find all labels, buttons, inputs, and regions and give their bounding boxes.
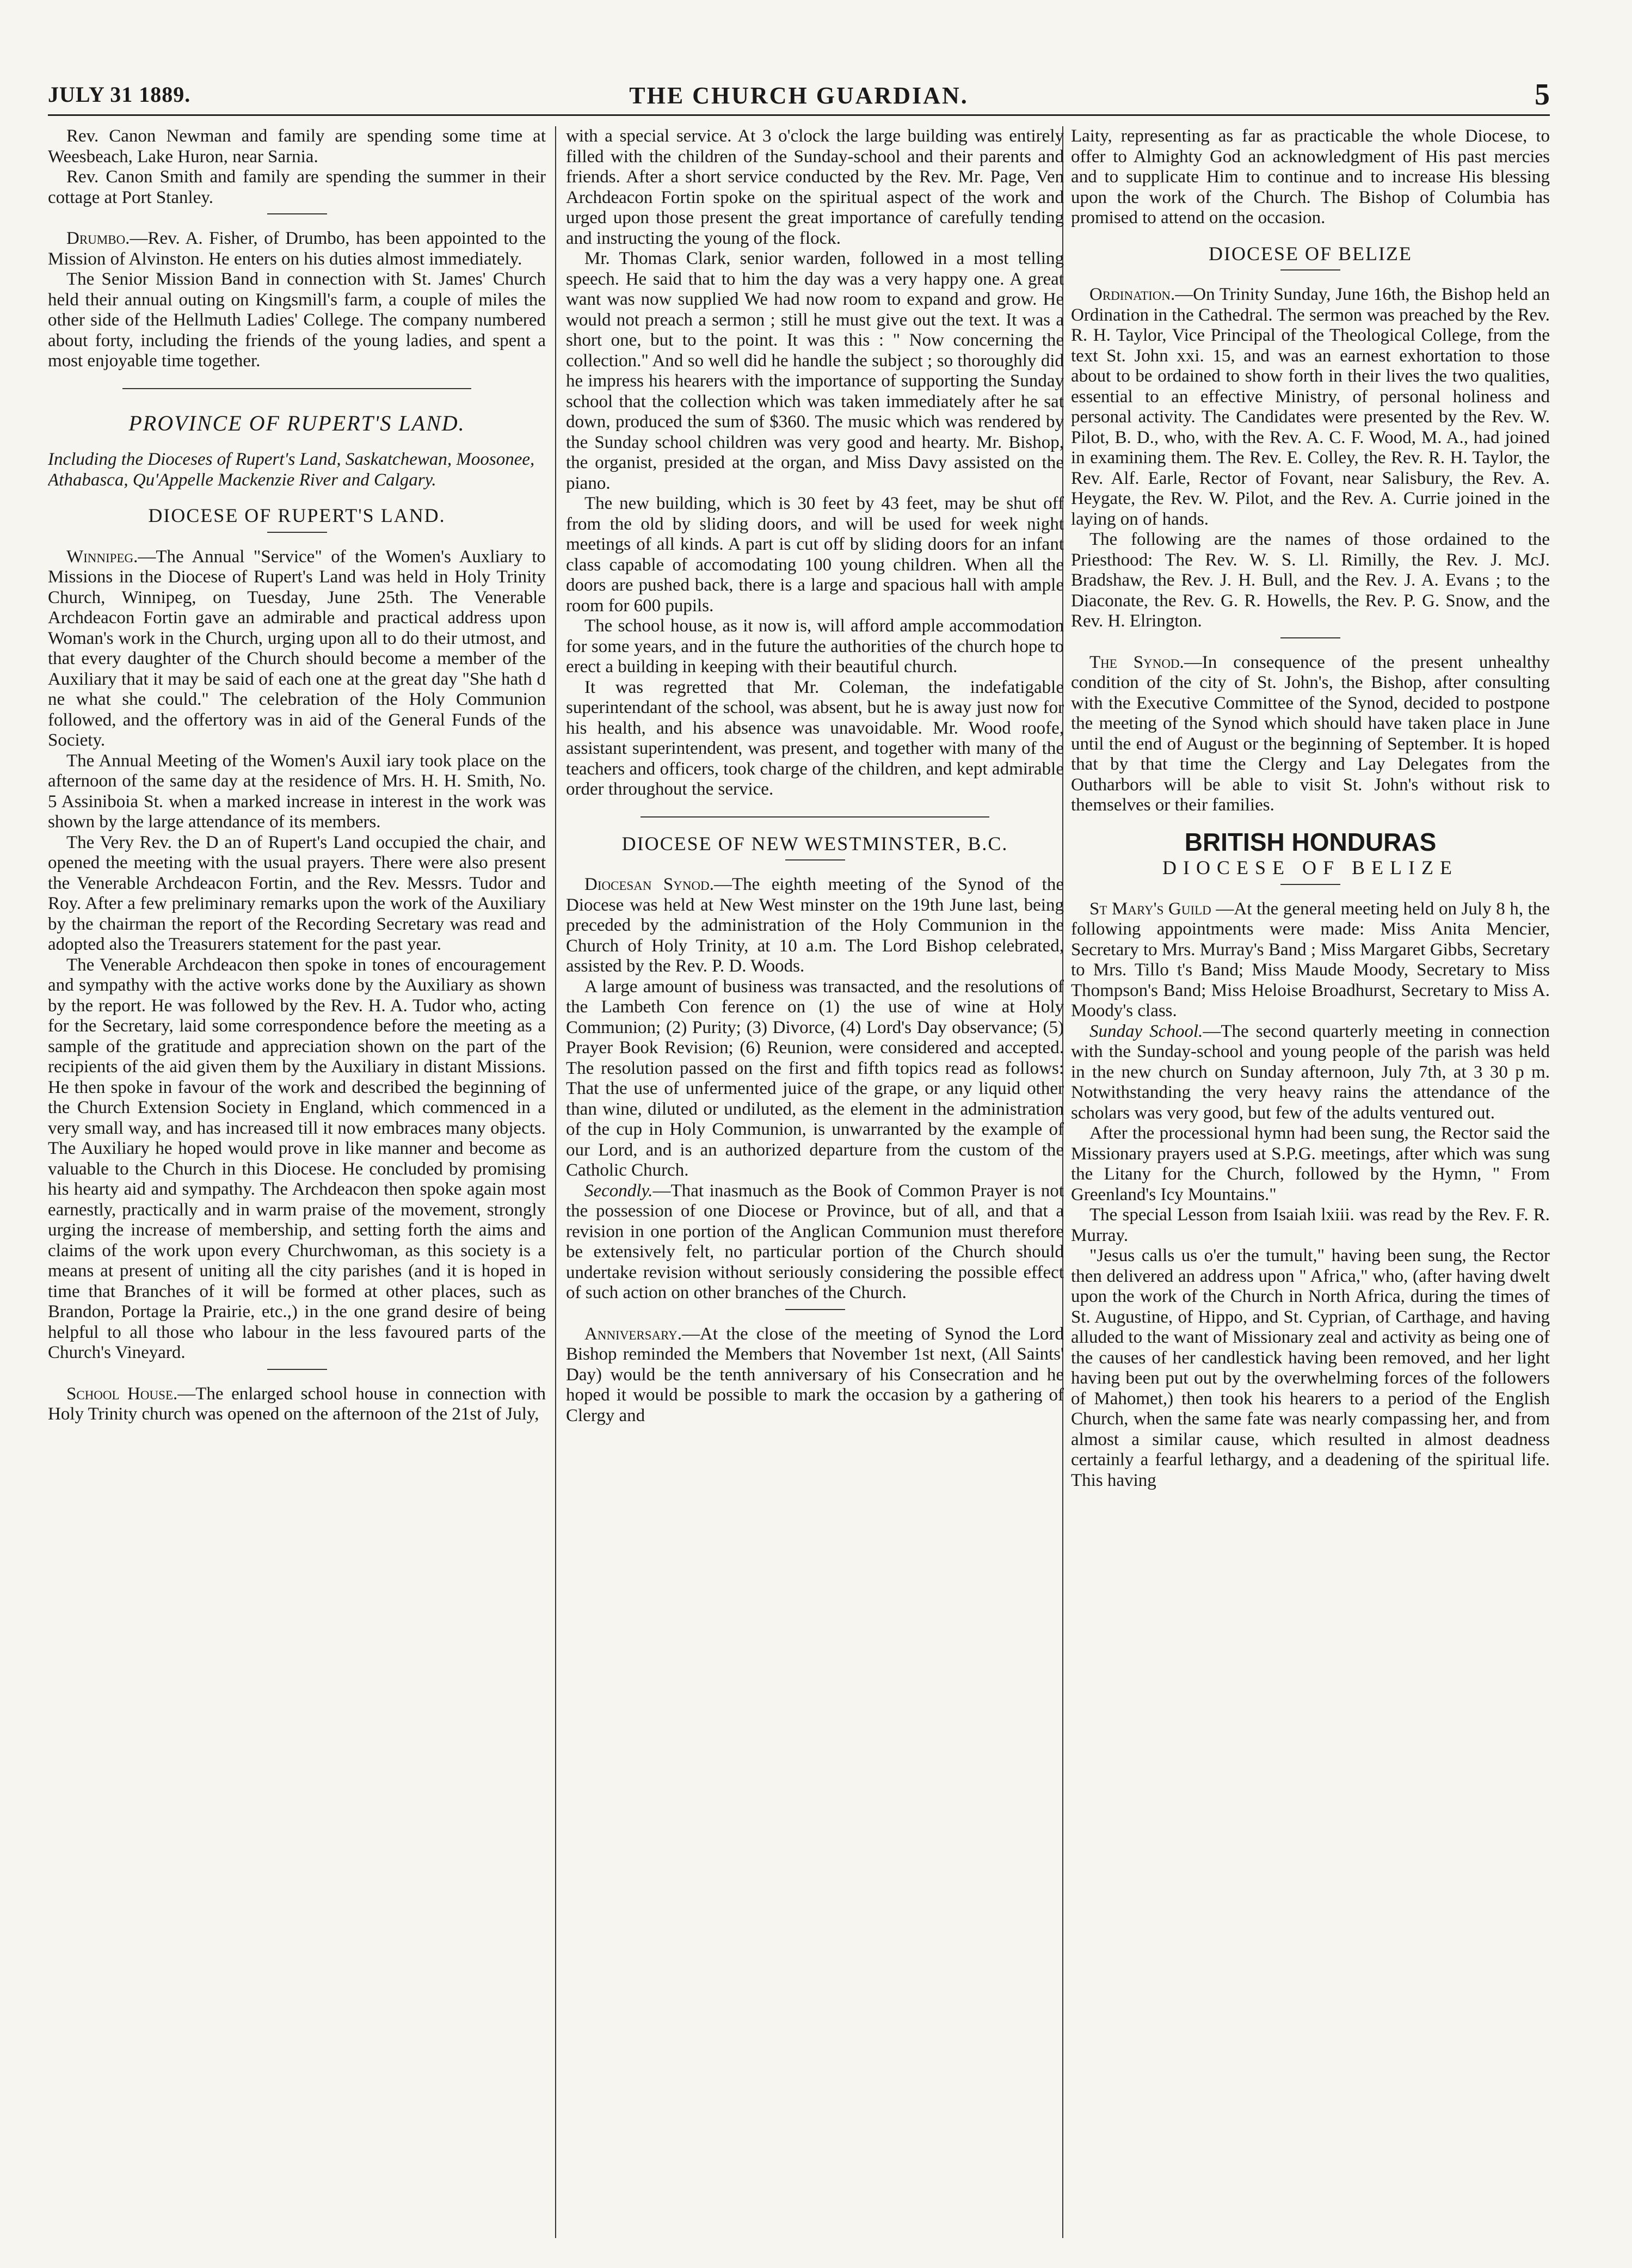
section-subtitle: Including the Dioceses of Rupert's Land, Saskatchewan, Moosonee, Athabasca, Qu'Appelle Mackenzie River and Calgary. [48,450,535,490]
article-paragraph [566,875,1064,977]
lead-in: Secondly. [584,1181,653,1201]
article-paragraph: with a special service. At 3 o'clock the large building was entirely filled with the children of the Sunday-school and their parents and friends. After a short service conducted by the Rev. Mr. Page, Ven Archdeacon Fortin spoke on the spiritual aspect of the work and urged upon those present the great importance of carefully tending and instructing the young of the flock. [566,126,1064,248]
column-2 [566,126,1064,2238]
separator-rule [267,1369,327,1370]
region-heading: BRITISH HONDURAS [1184,827,1437,856]
column-divider [555,126,556,2238]
lead-in: Diocesan Synod. [584,875,714,894]
lead-in: Ordination. [1089,285,1175,304]
article-paragraph [566,1181,1064,1304]
diocese-heading: DIOCESE OF BELIZE [1209,242,1412,265]
paragraph-text: —At the close of the meeting of Synod the Lord Bishop reminded the Members that November 1st next, (All Saints' Day) would be the tenth anniversary of his Consecration and he hoped it would be possible to mark the occasion by a gathering of Clergy and [566,1324,1064,1425]
lead-in: The Synod. [1089,652,1184,672]
article-paragraph [48,1384,546,1425]
article-paragraph: The Senior Mission Band in connection with St. James' Church held their annual outing on Kingsmill's farm, a couple of miles the other side of the Hellmuth Ladies' College. The company numbered about forty, including the friends of the young ladies, and spent a most enjoyable time together. [48,269,546,371]
page-header [48,78,1550,116]
article-paragraph: Mr. Thomas Clark, senior warden, followed in a most telling speech. He said that to him the day was a very happy one. A great want was now supplied We had now room to expand and grow. He would not preach a sermon ; still he must give out the text. It was a short one, but to the point. It was this : " Now concerning the collection." And so well did he handle the subject ; so thoroughly did he impress his hearers with the importance of supporting the Sunday school that the collection which was taken immediately after he sat down, produced the sum of $360. The music which was rendered by the Sunday school children was very good and hearty. Mr. Bishop, the organist, presided at the organ, and Miss Davy assisted on the piano. [566,249,1064,493]
column-3 [1071,126,1550,2238]
separator-rule [122,388,471,389]
article-paragraph: The Venerable Archdeacon then spoke in tones of encouragement and sympathy with the active works done by the Auxiliary as shown by the report. He was followed by the Rev. H. A. Tudor who, acting for the Secretary, laid some correspondence before the meeting as a sample of the gratitude and appreciation shown on the part of the recipients of the aid given them by the Auxiliary in distant Missions. He then spoke in favour of the work and described the beginning of the Church Extension Society in England, which commenced in a very small way, and has increased till it now embraces many objects. The Auxiliary he hoped would prove in like manner and become as valuable to the Church in this Diocese. He concluded by promising his hearty aid and sympathy. The Archdeacon then spoke again most earnestly, practically and in warm praise of the movement, strongly urging the increase of membership, and setting forth the aims and claims of the work upon every Churchwoman, as this society is a means at present of uniting all the city parishes (and it is hoped in time that Branches of it will be formed at other places, such as Brandon, Portage la Prairie, etc.,) in the one grand desire of being helpful to all those who labour in the less favoured parts of the Church's Vineyard. [48,955,546,1362]
article-paragraph: Rev. Canon Smith and family are spending the summer in their cottage at Port Stanley. [48,167,546,207]
article-paragraph: A large amount of business was transacted, and the resolutions of the Lambeth Con ference on (1) the use of wine at Holy Communion; (2) Purity; (3) Divorce, (4) Lord's Day observance; (5) Prayer Book Revision; (6) Reunion, were considered and accepted. The resolution passed on the first and fifth topics read as follows: That the use of unfermented juice of the grape, or any liquid other than wine, diluted or undiluted, as the element in the administration of the cup in Holy Communion, is unwarranted by the example of our Lord, and is an authorized departure from the custom of the Catholic Church. [566,976,1064,1180]
lead-in: Drumbo. [66,229,130,248]
article-paragraph: The special Lesson from Isaiah lxiii. was read by the Rev. F. R. Murray. [1071,1205,1550,1245]
page-number: 5 [1535,78,1550,112]
article-paragraph: The new building, which is 30 feet by 43 feet, may be shut off from the old by sliding doors, and will be used for week night meetings of all kinds. A part is cut off by sliding doors for an infant class capable of accomodating 100 young children. When all the doors are pushed back, there is a large and spacious hall with ample room for 600 pupils. [566,494,1064,616]
separator-rule [1280,269,1340,271]
masthead-title: THE CHURCH GUARDIAN. [629,82,969,109]
article-paragraph: After the processional hymn had been sung, the Rector said the Missionary prayers used at S.P.G. meetings, after which was sung the Litany for the Church, followed by the Hymn, " From Greenland's Icy Mountains." [1071,1123,1550,1204]
paragraph-text: —At the general meeting held on July 8 h, the following appointments were made: Miss Anita Mencier, Secretary to Mrs. Murray's Band ; Miss Margaret Gibbs, Secretary to Mrs. Tillo t's Band; Miss Maude Moody, Secretary to Miss Thompson's Band; Miss Heloise Broadhurst, Secretary to Miss A. Moody's class. [1071,899,1550,1021]
article-paragraph [1071,899,1550,1022]
article-paragraph [1071,1022,1550,1124]
separator-rule [785,859,845,861]
article-paragraph: It was regretted that Mr. Coleman, the indefatigable superintendant of the school, was absent, but he is away just now for his health, and his absence was unavoidable. Mr. Wood roofe, assistant superintendent, was present, and together with many of the teachers and officers, took charge of the children, and kept admirable order throughout the service. [566,677,1064,799]
paragraph-text: —Rev. A. Fisher, of Drumbo, has been appointed to the Mission of Alvinston. He enters on his duties almost immediately. [48,229,546,269]
separator-rule [267,532,327,533]
separator-rule [785,1309,845,1310]
diocese-heading: DIOCESE OF RUPERT'S LAND. [148,505,446,526]
column-1 [48,126,546,2238]
lead-in: Winnipeg. [66,546,138,567]
lead-in: Sunday School. [1089,1021,1203,1041]
article-paragraph: The following are the names of those ordained to the Priesthood: The Rev. W. S. Ll. Rimilly, the Rev. J. McJ. Bradshaw, the Rev. J. H. Bull, and the Rev. J. A. Evans ; to the Diaconate, the Rev. G. R. Howells, the Rev. P. G. Snow, and the Rev. H. Elrington. [1071,530,1550,631]
article-paragraph: Laity, representing as far as practicable the whole Diocese, to offer to Almighty God an acknowledgment of His past mercies and to supplicate Him to continue and to increase His blessing upon the work of the Church. The Bishop of Columbia has promised to attend on the occasion. [1071,126,1550,228]
article-paragraph [1071,285,1550,530]
article-paragraph: Rev. Canon Newman and family are spending some time at Weesbeach, Lake Huron, near Sarnia. [48,126,546,167]
paragraph-text: —The eighth meeting of the Synod of the Diocese was held at New West minster on the 19th June last, being preceded by the administration of the Holy Communion in the Church of Holy Trinity, at 10 a.m. The Lord Bishop celebrated, assisted by the Rev. P. D. Woods. [566,875,1064,976]
diocese-heading: DIOCESE OF NEW WESTMINSTER, B.C. [621,832,1008,855]
separator-rule [1280,637,1340,638]
section-title: PROVINCE OF RUPERT'S LAND. [128,410,465,435]
paragraph-text: —On Trinity Sunday, June 16th, the Bishop held an Ordination in the Cathedral. The sermon was preached by the Rev. R. H. Taylor, Vice Principal of the Theological College, from the text St. John xxi. 15, and was an earnest exhortation to those about to be ordained to show forth in their lives the two qualities, essential to an effective Ministry, of personal holiness and personal activity. The Candidates were presented by the Rev. W. Pilot, B. D., who, with the Rev. A. C. F. Wood, M. A., had joined in examining them. The Rev. E. Colley, the Rev. R. H. Taylor, the Rev. Alf. Earle, Rector of Fovant, near Salisbury, the Rev. A. Heygate, the Rev. W. Pilot, and the Rev. A. Currie joined in the laying on of hands. [1071,285,1550,529]
separator-rule [267,213,327,214]
article-paragraph: The Very Rev. the D an of Rupert's Land occupied the chair, and opened the meeting with the usual prayers. There were also present the Venerable Archdeacon Fortin, and the Rev. Messrs. Tudor and Roy. After a few preliminary remarks upon the work of the Auxiliary by the chairman the report of the Recording Secretary was read and adopted also the Treasurers statement for the past year. [48,832,546,954]
paragraph-text: —The second quarterly meeting in connection with the Sunday-school and young people of the parish was held in the new church on Sunday afternoon, July 7th, at 3 30 p m. Notwithstanding the very heavy rains the attendance of the scholars was very good, but few of the adults ventured out. [1071,1021,1550,1123]
paragraph-text: —The enlarged school house in connection with Holy Trinity church was opened on the afternoon of the 21st of July, [48,1384,546,1424]
paragraph-text: —The Annual "Service" of the Women's Auxliary to Missions in the Diocese of Rupert's Land was held in Holy Trinity Church, Winnipeg, on Tuesday, June 25th. The Venerable Archdeacon Fortin gave an admirable and practical address upon Woman's work in the Church, urging upon all to do their utmost, and that every daughter of the Church should become a member of the Auxiliary that it may be said of each one at the great day "She hath d ne what she could." The celebration of the Holy Communion followed, and the offertory was in aid of the General Funds of the Society. [48,546,546,750]
lead-in: School House. [66,1384,178,1404]
article-paragraph [1071,653,1550,816]
article-paragraph: The Annual Meeting of the Women's Auxil iary took place on the afternoon of the same day at the residence of Mrs. H. H. Smith, No. 5 Assiniboia St. when a marked increase in interest in the work was shown by the large attendance of its members. [48,751,546,832]
separator-rule [641,816,989,818]
issue-date: JULY 31 1889. [48,82,191,107]
lead-in: St Mary's Guild [1089,899,1211,919]
article-paragraph [48,547,546,751]
article-paragraph [48,229,546,269]
article-paragraph: "Jesus calls us o'er the tumult," having been sung, the Rector then delivered an address upon " Africa," who, (after having dwelt upon the work of the Church in North Africa, during the times of St. Augustine, of Hippo, and St. Cyprian, of Carthage, and having alluded to the want of Missionary zeal and activity as being one of the causes of her candlestick having been removed, and her light having been put out by the overwhelming forces of the followers of Mahomet,) then took his hearers to a period of the English Church, when the same fate was nearly compassing her, and from almost a similar cause, which resulted in almost deadness certainly a fearful lethargy, and a deadening of the spiritual life. This having [1071,1246,1550,1490]
article-paragraph [566,1324,1064,1427]
lead-in: Anniversary. [584,1324,682,1344]
paragraph-text: —That inasmuch as the Book of Common Prayer is not the possession of one Diocese or Province, but of all, and that a revision in one portion of the Anglican Communion must therefore be extensively felt, no particular portion of the Church should undertake revision without seriously considering the possible effect of such action on other branches of the Church. [566,1181,1064,1302]
paragraph-text: —In consequence of the present unhealthy condition of the city of St. John's, the Bishop, after consulting with the Executive Committee of the Synod, decided to postpone the meeting of the Synod which should have taken place in June until the end of August or the beginning of September. It is hoped that by that time the Clergy and Lay Delegates from the Outharbors will be able to visit St. John's without risk to themselves or their families. [1071,652,1550,815]
article-paragraph: The school house, as it now is, will afford ample accommodation for some years, and in the future the authorities of the church hope to erect a building in keeping with their beautiful church. [566,616,1064,677]
diocese-heading: DIOCESE OF BELIZE [1162,857,1458,878]
separator-rule [1280,884,1340,885]
